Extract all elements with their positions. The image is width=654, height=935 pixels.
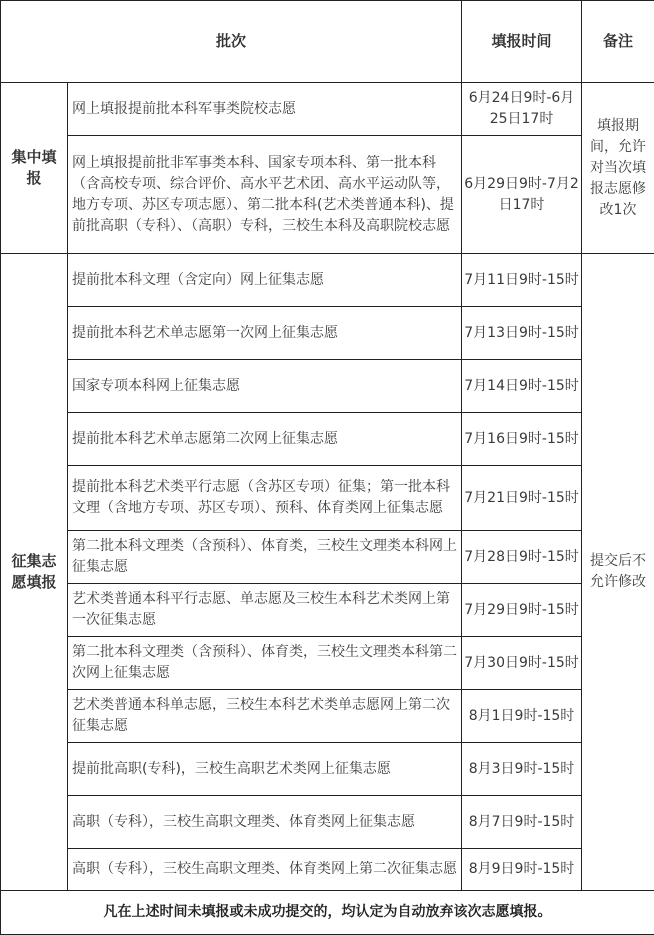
batch-item: 网上填报提前批非军事类本科、国家专项本科、第一批本科（含高校专项、综合评价、高水平艺术团、高水平运动队等，地方专项、苏区专项志愿）、第二批本科(艺术类普通本科)、提前批高职（专科）、（高职）专科，三校生本科及高职院校志愿 (68, 136, 462, 254)
batch-item: 网上填报提前批本科军事类院校志愿 (68, 83, 462, 136)
header-row (1, 1, 654, 83)
table-row (1, 466, 654, 531)
footer-row (1, 891, 654, 935)
table-row (1, 307, 654, 360)
fill-time: 8月3日9时-15时 (462, 743, 582, 796)
group-label-solicitation: 征集志愿填报 (1, 254, 68, 891)
fill-time: 6月24日9时-6月25日17时 (462, 83, 582, 136)
batch-item: 艺术类普通本科平行志愿、单志愿及三校生本科艺术类网上第一次征集志愿 (68, 584, 462, 637)
batch-item: 提前批本科艺术单志愿第二次网上征集志愿 (68, 413, 462, 466)
batch-item: 高职（专科），三校生高职文理类、体育类网上第二次征集志愿 (68, 849, 462, 891)
header-batch: 批次 (1, 1, 462, 83)
fill-time: 7月11日9时-15时 (462, 254, 582, 307)
fill-time: 7月29日9时-15时 (462, 584, 582, 637)
table-row (1, 531, 654, 584)
table-row (1, 796, 654, 849)
table-row (1, 743, 654, 796)
batch-item: 提前批本科文理（含定向）网上征集志愿 (68, 254, 462, 307)
batch-item: 第二批本科文理类（含预科）、体育类，三校生文理类本科第二次网上征集志愿 (68, 637, 462, 690)
fill-time: 8月7日9时-15时 (462, 796, 582, 849)
header-remark: 备注 (582, 1, 654, 83)
table-row (1, 584, 654, 637)
table-row (1, 83, 654, 136)
footer-note: 凡在上述时间未填报或未成功提交的，均认定为自动放弃该次志愿填报。 (1, 891, 654, 935)
remark-solicitation: 提交后不允许修改 (582, 254, 654, 891)
fill-time: 8月1日9时-15时 (462, 690, 582, 743)
table-row (1, 690, 654, 743)
header-time: 填报时间 (462, 1, 582, 83)
batch-item: 第二批本科文理类（含预科）、体育类，三校生文理类本科网上征集志愿 (68, 531, 462, 584)
batch-item: 国家专项本科网上征集志愿 (68, 360, 462, 413)
table-row (1, 849, 654, 891)
table-row (1, 136, 654, 254)
fill-time: 7月30日9时-15时 (462, 637, 582, 690)
fill-time: 7月21日9时-15时 (462, 466, 582, 531)
batch-item: 艺术类普通本科单志愿，三校生本科艺术类单志愿网上第二次征集志愿 (68, 690, 462, 743)
table-row (1, 637, 654, 690)
batch-item: 提前批高职(专科)，三校生高职艺术类网上征集志愿 (68, 743, 462, 796)
fill-time: 8月9日9时-15时 (462, 849, 582, 891)
group-label-concentrated: 集中填报 (1, 83, 68, 254)
fill-time: 7月14日9时-15时 (462, 360, 582, 413)
remark-concentrated: 填报期间，允许对当次填报志愿修改1次 (582, 83, 654, 254)
fill-time: 7月28日9时-15时 (462, 531, 582, 584)
fill-time: 6月29日9时-7月2日17时 (462, 136, 582, 254)
fill-time: 7月16日9时-15时 (462, 413, 582, 466)
fill-time: 7月13日9时-15时 (462, 307, 582, 360)
table-row (1, 360, 654, 413)
batch-item: 提前批本科艺术单志愿第一次网上征集志愿 (68, 307, 462, 360)
table-row (1, 413, 654, 466)
batch-item: 提前批本科艺术类平行志愿（含苏区专项）征集；第一批本科文理（含地方专项、苏区专项）、预科、体育类网上征集志愿 (68, 466, 462, 531)
table-row (1, 254, 654, 307)
batch-item: 高职（专科），三校生高职文理类、体育类网上征集志愿 (68, 796, 462, 849)
